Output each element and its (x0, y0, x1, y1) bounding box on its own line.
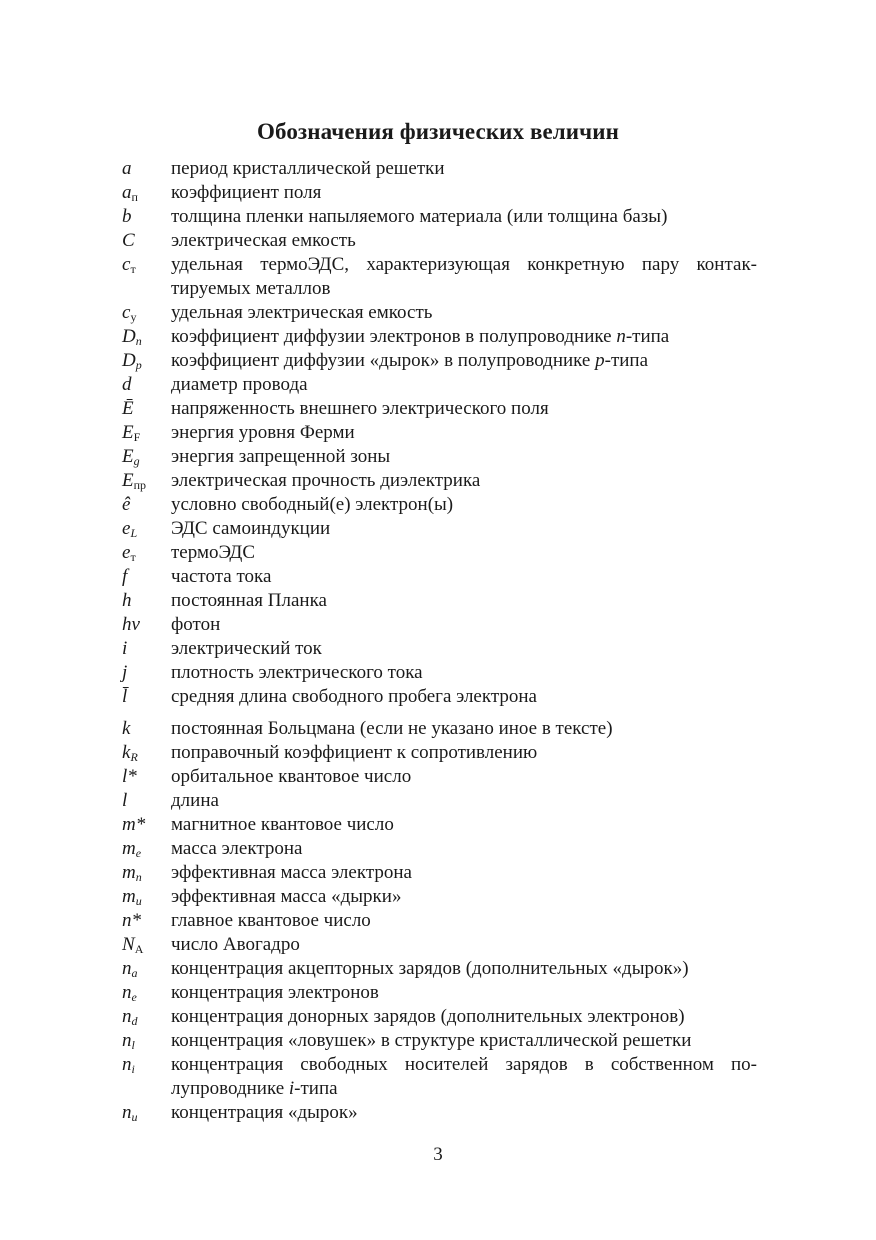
symbol: $n_d$ (122, 1006, 138, 1028)
symbol: $m_e$ (122, 838, 142, 860)
symbol: $n_l$ (122, 1030, 135, 1052)
symbol-subscript: A (134, 942, 144, 956)
list-item (0, 1101, 876, 1125)
list-item (0, 1029, 876, 1053)
list-item (0, 1053, 876, 1101)
list-item (0, 325, 876, 349)
description: число Авогадро (171, 934, 300, 955)
list-item (0, 661, 876, 685)
symbol: l* (122, 766, 137, 787)
description: толщина пленки напыляемого материала (или толщина базы) (171, 206, 668, 227)
list-item (0, 637, 876, 661)
list-item (0, 181, 876, 205)
symbol-subscript: т (130, 550, 136, 564)
list-item (0, 813, 876, 837)
description: орбитальное квантовое число (171, 766, 412, 787)
symbol-subscript: e (131, 990, 137, 1004)
list-item (0, 861, 876, 885)
list-item (0, 421, 876, 445)
list-item (0, 397, 876, 421)
description: коэффициент поля (171, 182, 322, 203)
page-number: 3 (433, 1144, 443, 1165)
symbol: $e_L$ (122, 518, 138, 540)
symbol: $D_n$ (122, 326, 142, 348)
symbol: $n_i$ (122, 1054, 135, 1076)
page-title: Обозначения физических величин (257, 119, 619, 144)
symbol: k (122, 718, 131, 739)
list-item (0, 685, 876, 717)
description: концентрация донорных зарядов (дополнительных электронов) (171, 1006, 685, 1027)
description: энергия запрещенной зоны (171, 446, 391, 467)
list-item (0, 933, 876, 957)
symbol-subscript: l (131, 1038, 135, 1052)
symbol: $E_g$ (122, 446, 140, 468)
symbol: a (122, 158, 132, 179)
symbol: $E_F$ (122, 422, 141, 444)
symbol-subscript: g (133, 454, 140, 468)
symbol: $m_n$ (122, 862, 142, 884)
symbol: n* (122, 910, 141, 931)
description: концентрация свободных носителей зарядов в собственном по-лупроводнике i-типа (171, 1054, 757, 1099)
symbol-subscript: у (130, 310, 137, 324)
list-item (0, 589, 876, 613)
description: удельная электрическая емкость (171, 302, 433, 323)
symbol-subscript: п (131, 190, 138, 204)
description: концентрация «ловушек» в структуре кристаллической решетки (171, 1030, 692, 1051)
description: постоянная Больцмана (если не указано иное в тексте) (171, 718, 613, 739)
symbol-list (0, 157, 876, 1125)
description: фотон (171, 614, 221, 635)
symbol: $k_R$ (122, 742, 138, 764)
symbol: l (122, 790, 128, 811)
list-item (0, 909, 876, 933)
list-item (0, 789, 876, 813)
description: период кристаллической решетки (171, 158, 445, 179)
symbol-subscript: R (130, 750, 138, 764)
description: эффективная масса электрона (171, 862, 412, 883)
description: главное квантовое число (171, 910, 371, 931)
description: средняя длина свободного пробега электрона (171, 686, 537, 707)
description: постоянная Планка (171, 590, 327, 611)
description: магнитное квантовое число (171, 814, 394, 835)
list-item (0, 157, 876, 181)
symbol-subscript: i (131, 1062, 135, 1076)
symbol: C (122, 230, 135, 251)
description-text: удельная термоЭДС, характеризующая конкретную пару контак-тируемых металлов (171, 254, 757, 299)
symbol: $e_т$ (122, 542, 136, 564)
symbol: $c_т$ (122, 254, 136, 276)
symbol: $n_u$ (122, 1102, 138, 1124)
symbol: $n_e$ (122, 982, 137, 1004)
list-item (0, 885, 876, 909)
list-item (0, 765, 876, 789)
description: напряженность внешнего электрического поля (171, 398, 549, 419)
list-item (0, 229, 876, 253)
description: электрическая прочность диэлектрика (171, 470, 481, 491)
list-item (0, 565, 876, 589)
description: коэффициент диффузии «дырок» в полупроводнике p-типа (171, 350, 649, 371)
symbol: $a_п$ (122, 182, 138, 204)
symbol-subscript: n (135, 334, 142, 348)
description: эффективная масса «дырки» (171, 886, 402, 907)
symbol: j (122, 662, 128, 683)
symbol: b (122, 206, 132, 227)
list-item (0, 445, 876, 469)
list-item (0, 541, 876, 565)
description: диаметр провода (171, 374, 308, 395)
list-item (0, 469, 876, 493)
description: концентрация электронов (171, 982, 379, 1003)
symbol-subscript: F (133, 430, 141, 444)
description: термоЭДС (171, 542, 256, 563)
list-item (0, 741, 876, 765)
symbol: ê (122, 494, 131, 515)
list-item (0, 613, 876, 637)
symbol-subscript: u (135, 894, 142, 908)
list-item (0, 205, 876, 229)
list-item (0, 981, 876, 1005)
description: концентрация «дырок» (171, 1102, 358, 1123)
description: условно свободный(е) электрон(ы) (171, 494, 454, 515)
description (171, 253, 757, 301)
description: электрическая емкость (171, 230, 356, 251)
list-item (0, 253, 876, 301)
description: концентрация акцепторных зарядов (дополнительных «дырок») (171, 958, 689, 979)
description: поправочный коэффициент к сопротивлению (171, 742, 538, 763)
list-item (0, 349, 876, 373)
list-item (0, 373, 876, 397)
symbol-subscript: пр (133, 478, 147, 492)
description: ЭДС самоиндукции (171, 518, 331, 539)
symbol: Ē (122, 398, 134, 419)
list-item (0, 301, 876, 325)
description: коэффициент диффузии электронов в полупроводнике n-типа (171, 326, 670, 347)
symbol: d (122, 374, 132, 395)
list-item (0, 493, 876, 517)
symbol: h (122, 590, 132, 611)
symbol-subscript: e (135, 846, 142, 860)
list-item (0, 957, 876, 981)
symbol: $c_у$ (122, 302, 137, 324)
symbol: hv (122, 614, 140, 635)
symbol-subscript: p (135, 358, 142, 372)
symbol-subscript: т (130, 262, 136, 276)
symbol-subscript: a (131, 966, 138, 980)
description: масса электрона (171, 838, 303, 859)
symbol: $D_p$ (122, 350, 142, 372)
list-item (0, 837, 876, 861)
symbol-subscript: u (131, 1110, 138, 1124)
list-item (0, 717, 876, 741)
list-item (0, 1005, 876, 1029)
list-item (0, 517, 876, 541)
symbol: m* (122, 814, 146, 835)
symbol: $n_a$ (122, 958, 138, 980)
symbol: $N_A$ (122, 934, 144, 956)
symbol-subscript: n (135, 870, 142, 884)
description: длина (171, 790, 219, 811)
symbol: f (122, 566, 128, 587)
symbol-subscript: L (130, 526, 138, 540)
description: электрический ток (171, 638, 322, 659)
description: плотность электрического тока (171, 662, 423, 683)
symbol: l̄ (122, 686, 128, 707)
symbol-subscript: d (131, 1014, 138, 1028)
symbol: $E_{пр}$ (122, 470, 147, 492)
description: частота тока (171, 566, 272, 587)
symbol: $m_u$ (122, 886, 142, 908)
description: энергия уровня Ферми (171, 422, 355, 443)
symbol: i (122, 638, 128, 659)
